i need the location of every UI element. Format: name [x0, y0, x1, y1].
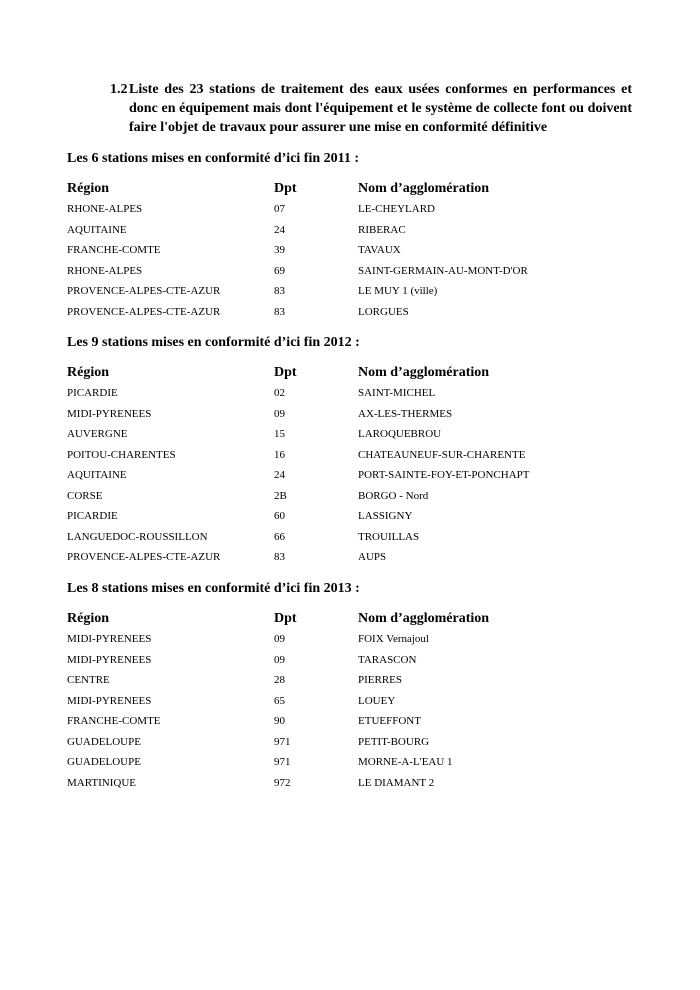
cell-agglomeration: TAVAUX — [358, 244, 401, 256]
table-row — [67, 650, 627, 671]
cell-region: CORSE — [67, 489, 103, 502]
cell-region: MIDI-PYRENEES — [67, 694, 152, 707]
table-row — [67, 281, 627, 302]
cell-region: GUADELOUPE — [67, 756, 141, 768]
cell-region: AQUITAINE — [67, 469, 127, 481]
table-row — [67, 424, 627, 445]
cell-region: MARTINIQUE — [67, 776, 136, 789]
cell-dpt: 02 — [274, 387, 285, 399]
section-title: Les 8 stations mises en conformité d’ici fin 2013 : — [67, 581, 360, 596]
table-row — [67, 752, 627, 773]
cell-agglomeration: AUPS — [358, 551, 387, 563]
section-2011 — [67, 150, 627, 322]
table-row — [67, 199, 627, 220]
cell-region: MIDI-PYRENEES — [67, 633, 152, 645]
section-number: 1.2 — [110, 82, 128, 97]
cell-agglomeration: SAINT-MICHEL — [358, 387, 436, 399]
cell-region: AQUITAINE — [67, 223, 127, 236]
column-header-dpt: Dpt — [274, 181, 297, 196]
cell-dpt: 2B — [274, 489, 287, 502]
cell-agglomeration: LE DIAMANT 2 — [358, 776, 435, 789]
cell-dpt: 39 — [274, 244, 285, 256]
stations-table — [67, 362, 627, 568]
cell-agglomeration: TARASCON — [358, 653, 417, 666]
section-heading — [110, 80, 632, 137]
table-row — [67, 670, 627, 691]
cell-agglomeration: RIBERAC — [358, 223, 406, 236]
cell-dpt: 24 — [274, 223, 285, 236]
cell-dpt: 83 — [274, 551, 285, 563]
column-header-agglomeration: Nom d’agglomération — [358, 181, 490, 196]
section-2013 — [67, 580, 627, 793]
cell-agglomeration: LE-CHEYLARD — [358, 203, 435, 215]
cell-agglomeration: TROUILLAS — [358, 530, 420, 543]
column-header-dpt: Dpt — [274, 365, 297, 380]
cell-region: CENTRE — [67, 674, 110, 686]
cell-agglomeration: FOIX Vernajoul — [358, 633, 429, 645]
cell-dpt: 972 — [274, 776, 291, 789]
cell-agglomeration: LASSIGNY — [358, 510, 413, 522]
cell-agglomeration: SAINT-GERMAIN-AU-MONT-D'OR — [358, 264, 528, 277]
cell-dpt: 16 — [274, 448, 285, 461]
table-row — [67, 732, 627, 753]
cell-dpt: 83 — [274, 285, 285, 297]
stations-table — [67, 608, 627, 793]
cell-agglomeration: LAROQUEBROU — [358, 428, 442, 440]
table-row — [67, 506, 627, 527]
cell-agglomeration: PETIT-BOURG — [358, 735, 430, 748]
column-header-region: Région — [67, 611, 109, 626]
section-2012 — [67, 334, 627, 568]
cell-region: FRANCHE-COMTE — [67, 715, 161, 727]
cell-agglomeration: MORNE-A-L'EAU 1 — [358, 756, 453, 768]
cell-dpt: 09 — [274, 407, 285, 420]
table-row — [67, 711, 627, 732]
cell-agglomeration: AX-LES-THERMES — [358, 407, 453, 420]
table-row — [67, 261, 627, 282]
cell-agglomeration: LE MUY 1 (ville) — [358, 285, 438, 297]
table-row — [67, 240, 627, 261]
cell-agglomeration: BORGO - Nord — [358, 489, 429, 502]
cell-agglomeration: PORT-SAINTE-FOY-ET-PONCHAPT — [358, 469, 530, 481]
cell-region: PICARDIE — [67, 387, 118, 399]
cell-region: LANGUEDOC-ROUSSILLON — [67, 530, 208, 543]
table-row — [67, 547, 627, 568]
stations-table — [67, 178, 627, 322]
cell-dpt: 69 — [274, 264, 285, 277]
column-header-agglomeration: Nom d’agglomération — [358, 611, 490, 626]
cell-agglomeration: LORGUES — [358, 305, 409, 318]
table-row — [67, 445, 627, 466]
cell-region: RHONE-ALPES — [67, 203, 143, 215]
table-row — [67, 465, 627, 486]
table-row — [67, 302, 627, 323]
table-row — [67, 404, 627, 425]
section-title: Les 6 stations mises en conformité d’ici fin 2011 : — [67, 151, 360, 166]
cell-region: POITOU-CHARENTES — [67, 448, 176, 461]
section-heading-text: Liste des 23 stations de traitement des eaux usées conformes en performances et donc en équipement mais dont l'équipement et le système de collecte font ou doivent faire l'objet de travaux pour assurer une mise en conformité définitive — [129, 82, 632, 135]
table-row — [67, 486, 627, 507]
column-header-dpt: Dpt — [274, 611, 297, 626]
column-header-region: Région — [67, 365, 109, 380]
cell-agglomeration: CHATEAUNEUF-SUR-CHARENTE — [358, 448, 526, 461]
table-row — [67, 773, 627, 794]
cell-agglomeration: PIERRES — [358, 674, 403, 686]
cell-dpt: 65 — [274, 694, 285, 707]
cell-dpt: 09 — [274, 633, 285, 645]
cell-dpt: 07 — [274, 203, 285, 215]
table-row — [67, 629, 627, 650]
cell-dpt: 60 — [274, 510, 285, 522]
table-row — [67, 220, 627, 241]
cell-dpt: 24 — [274, 469, 285, 481]
cell-region: PICARDIE — [67, 510, 118, 522]
column-header-agglomeration: Nom d’agglomération — [358, 365, 490, 380]
cell-region: PROVENCE-ALPES-CTE-AZUR — [67, 305, 221, 318]
cell-region: MIDI-PYRENEES — [67, 653, 152, 666]
cell-region: RHONE-ALPES — [67, 264, 143, 277]
cell-agglomeration: LOUEY — [358, 694, 396, 707]
table-header — [67, 362, 627, 383]
cell-region: MIDI-PYRENEES — [67, 407, 152, 420]
table-header — [67, 178, 627, 199]
cell-dpt: 971 — [274, 756, 291, 768]
cell-dpt: 09 — [274, 653, 285, 666]
cell-dpt: 28 — [274, 674, 285, 686]
cell-agglomeration: ETUEFFONT — [358, 715, 421, 727]
cell-dpt: 83 — [274, 305, 285, 318]
cell-dpt: 971 — [274, 735, 291, 748]
table-row — [67, 691, 627, 712]
cell-region: GUADELOUPE — [67, 735, 141, 748]
cell-region: FRANCHE-COMTE — [67, 244, 161, 256]
cell-region: PROVENCE-ALPES-CTE-AZUR — [67, 551, 221, 563]
column-header-region: Région — [67, 181, 109, 196]
cell-dpt: 15 — [274, 428, 285, 440]
cell-region: PROVENCE-ALPES-CTE-AZUR — [67, 285, 221, 297]
cell-dpt: 66 — [274, 530, 285, 543]
section-title: Les 9 stations mises en conformité d’ici fin 2012 : — [67, 335, 360, 350]
table-row — [67, 527, 627, 548]
table-header — [67, 608, 627, 629]
cell-region: AUVERGNE — [67, 428, 128, 440]
table-row — [67, 383, 627, 404]
cell-dpt: 90 — [274, 715, 285, 727]
